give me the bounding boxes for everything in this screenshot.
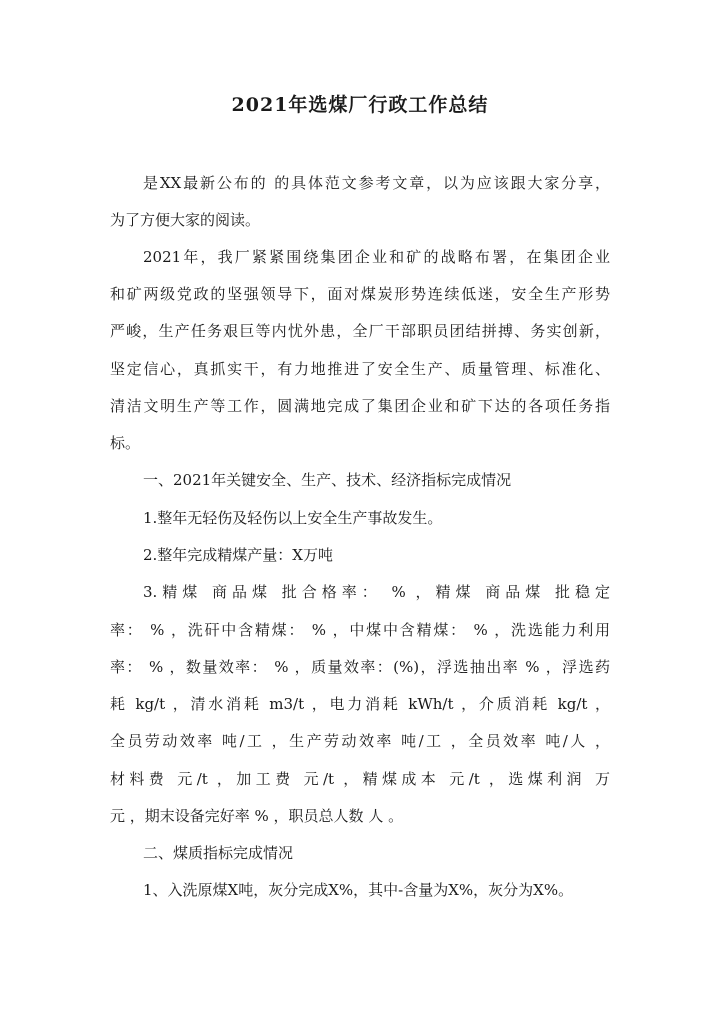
paragraph-line: 率： % ，洗矸中含精煤： % ，中煤中含精煤： % ，洗选能力利用 <box>110 621 610 639</box>
paragraph-line: 全员劳动效率 吨/工 ，生产劳动效率 吨/工 ，全员效率 吨/人 ， <box>110 732 610 750</box>
paragraph-line: 率： % ，数量效率： % ，质量效率：(%)，浮选抽出率 % ，浮选药 <box>110 658 610 676</box>
list-item: 2.整年完成精煤产量：X万吨 <box>143 546 333 564</box>
section-heading: 二、煤质指标完成情况 <box>143 844 294 862</box>
list-item: 1.整年无轻伤及轻伤以上安全生产事故发生。 <box>143 509 443 527</box>
paragraph-line: 元 ，期末设备完好率 % ，职员总人数 人 。 <box>110 807 404 825</box>
paragraph-line: 严峻，生产任务艰巨等内忧外患，全厂干部职员团结拼搏、务实创新， <box>110 322 610 340</box>
list-item: 1、入洗原煤X吨，灰分完成X%，其中-含量为X%，灰分为X%。 <box>143 881 574 899</box>
paragraph-line: 为了方便大家的阅读。 <box>110 211 261 229</box>
section-heading: 一、2021年关键安全、生产、技术、经济指标完成情况 <box>143 471 512 489</box>
paragraph-line: 3.精煤 商品煤 批合格率： % ，精煤 商品煤 批稳定 <box>143 583 610 601</box>
paragraph-line: 材料费 元/t ，加工费 元/t ，精煤成本 元/t ，选煤利润 万 <box>110 770 610 788</box>
paragraph-line: 坚定信心，真抓实干，有力地推进了安全生产、质量管理、标准化、 <box>110 360 610 378</box>
paragraph-line: 清洁文明生产等工作，圆满地完成了集团企业和矿下达的各项任务指 <box>110 397 610 415</box>
paragraph-line: 标。 <box>110 434 141 452</box>
paragraph-line: 和矿两级党政的坚强领导下，面对煤炭形势连续低迷，安全生产形势 <box>110 285 610 303</box>
paragraph-line: 是XX最新公布的 的具体范文参考文章，以为应该跟大家分享， <box>143 174 610 192</box>
paragraph-line: 2021年，我厂紧紧围绕集团企业和矿的战略布署，在集团企业 <box>143 248 610 266</box>
document-title: 2021年选煤厂行政工作总结 <box>231 94 489 116</box>
paragraph-line: 耗 kg/t ，清水消耗 m3/t ，电力消耗 kWh/t ，介质消耗 kg/t ， <box>110 695 610 713</box>
